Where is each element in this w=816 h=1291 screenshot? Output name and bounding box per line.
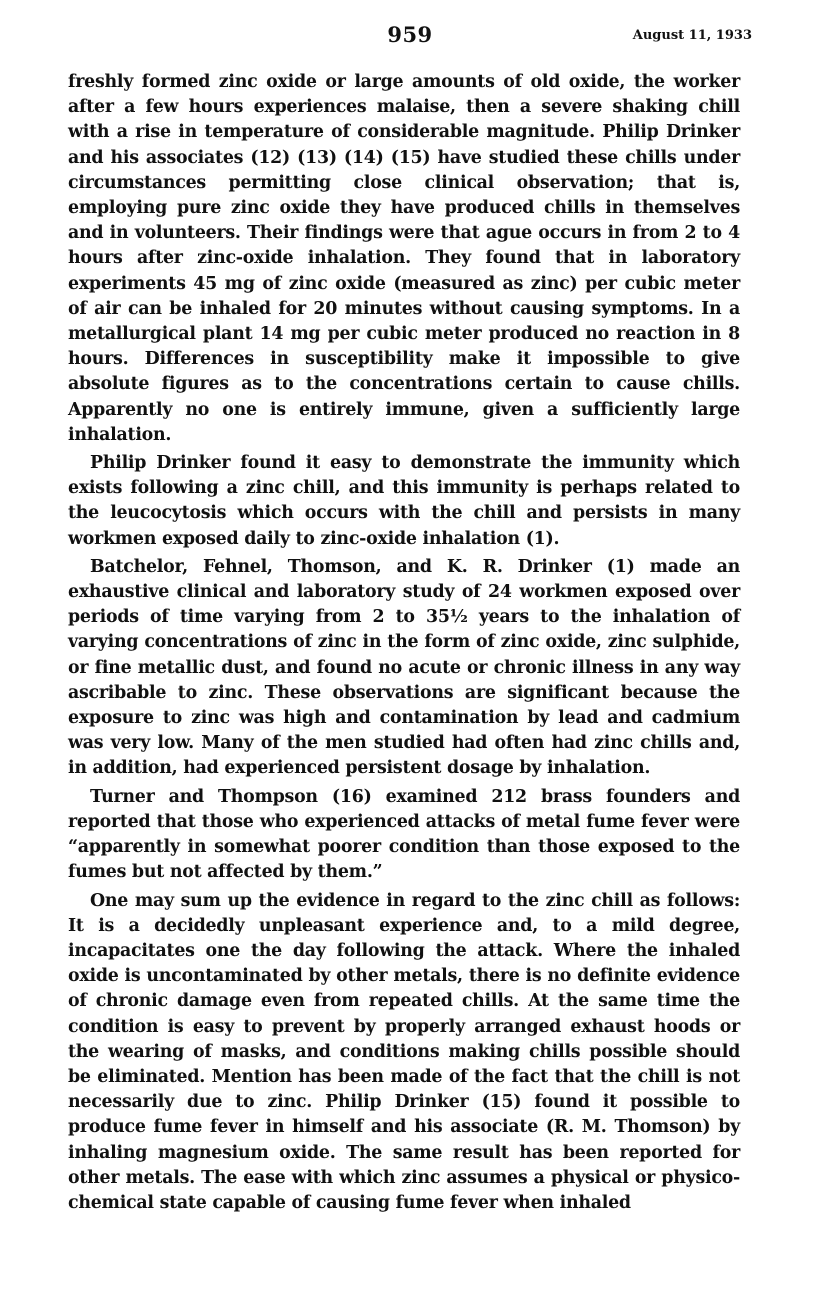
paragraph-5: One may sum up the evidence in regard to the zinc chill as follows: It is a decidedly unpleasant experience and, to a mild degree, incapacitates one the day following the attack. Where the inhaled oxide is uncontaminated by other metals, there is no definite evidence of chronic damage even from repeated chills. At the same time the condition is easy to prevent by properly arranged exhaust hoods or the wearing of masks, and conditions making chills possible should be eliminated. Mention has been made of the fact that the chill is not necessarily due to zinc. Philip Drinker (15) found it possible to produce fume fever in himself and his associate (R. M. Thomson) by inhaling magnesium oxide. The same result has been reported for other metals. The ease with which zinc assumes a physical or physico-chemical state capable of causing fume fever when inhaled bbox=[68, 890, 740, 1213]
paragraph-3: Batchelor, Fehnel, Thomson, and K. R. Drinker (1) made an exhaustive clinical and laboratory study of 24 workmen exposed over periods of time varying from 2 to 35½ years to the inhalation of varying concentrations of zinc in the form of zinc oxide, zinc sulphide, or fine metallic dust, and found no acute or chronic illness in any way ascribable to zinc. These observations are significant because the exposure to zinc was high and contamination by lead and cadmium was very low. Many of the men studied had often had zinc chills and, in addition, had experienced persistent dosage by inhalation. bbox=[68, 556, 740, 779]
paragraph-4: Turner and Thompson (16) examined 212 brass founders and reported that those who experienced attacks of metal fume fever were “apparently in somewhat poorer condition than those exposed to the fumes but not affected by them.” bbox=[68, 786, 740, 883]
page-header bbox=[68, 22, 752, 52]
paragraph-2: Philip Drinker found it easy to demonstrate the immunity which exists following a zinc chill, and this immunity is perhaps related to the leucocytosis which occurs with the chill and persists in many workmen exposed daily to zinc-oxide inhalation (1). bbox=[68, 453, 740, 549]
paragraph-1: freshly formed zinc oxide or large amounts of old oxide, the worker after a few hours experiences malaise, then a severe shaking chill with a rise in temperature of considerable magnitude. Philip Drinker and his associates (12) (13) (14) (15) have studied these chills under circumstances permitting close clinical observation; that is, employing pure zinc oxide they have produced chills in themselves and in volunteers. Their findings were that ague occurs in from 2 to 4 hours after zinc-oxide inhalation. They found that in laboratory experiments 45 mg of zinc oxide (measured as zinc) per cubic meter of air can be inhaled for 20 minutes without causing symptoms. In a metallurgical plant 14 mg per cubic meter produced no reaction in 8 hours. Differences in susceptibility make it impossible to give absolute figures as to the concentrations certain to cause chills. Apparently no one is entirely immune, given a sufficiently large inhalation. bbox=[68, 72, 740, 445]
header-date: August 11, 1933 bbox=[632, 28, 752, 43]
body-text bbox=[68, 70, 740, 1219]
page-number: 959 bbox=[387, 22, 433, 47]
